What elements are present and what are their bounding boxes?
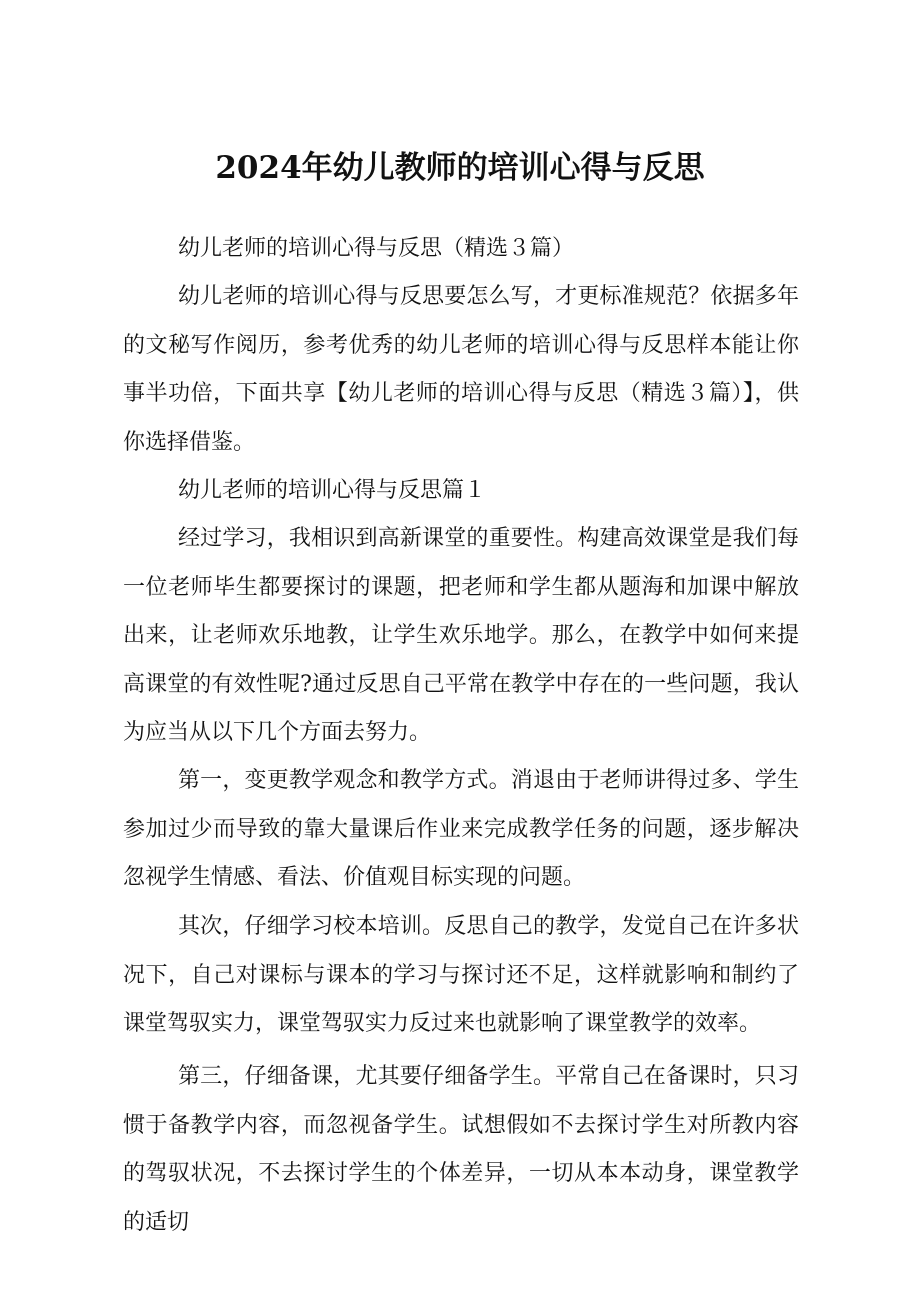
intro-paragraph: 幼儿老师的培训心得与反思要怎么写，才更标准规范？依据多年的文秘写作阅历，参考优秀的幼儿老师的培训心得与反思样本能让你事半功倍，下面共享【幼儿老师的培训心得与反思（精选３篇）】，供你选择借鉴。 xyxy=(123,284,799,455)
document-title: 2024年幼儿教师的培训心得与反思 xyxy=(215,150,705,186)
body-paragraph-2: 第一，变更教学观念和教学方式。消退由于老师讲得过多、学生参加过少而导致的靠大量课后作业来完成教学任务的问题，逐步解决忽视学生情感、看法、价值观目标实现的问题。 xyxy=(123,768,799,890)
section-heading: 幼儿老师的培训心得与反思篇１ xyxy=(178,478,487,503)
body-paragraph-1: 经过学习，我相识到高新课堂的重要性。构建高效课堂是我们每一位老师毕生都要探讨的课题，把老师和学生都从题海和加课中解放出来，让老师欢乐地教，让学生欢乐地学。那么，在教学中如何来提高课堂的有效性呢?通过反思自己平常在教学中存在的一些问题，我认为应当从以下几个方面去努力。 xyxy=(123,526,799,745)
body-paragraph-3: 其次，仔细学习校本培训。反思自己的教学，发觉自己在许多状况下，自己对课标与课本的学习与探讨还不足，这样就影响和制约了课堂驾驭实力，课堂驾驭实力反过来也就影响了课堂教学的效率。 xyxy=(123,914,799,1036)
body-paragraph-4: 第三，仔细备课，尤其要仔细备学生。平常自己在备课时，只习惯于备教学内容，而忽视备学生。试想假如不去探讨学生对所教内容的驾驭状况，不去探讨学生的个体差异，一切从本本动身，课堂教学的适切 xyxy=(123,1064,799,1235)
document-subtitle: 幼儿老师的培训心得与反思（精选３篇） xyxy=(178,236,575,261)
